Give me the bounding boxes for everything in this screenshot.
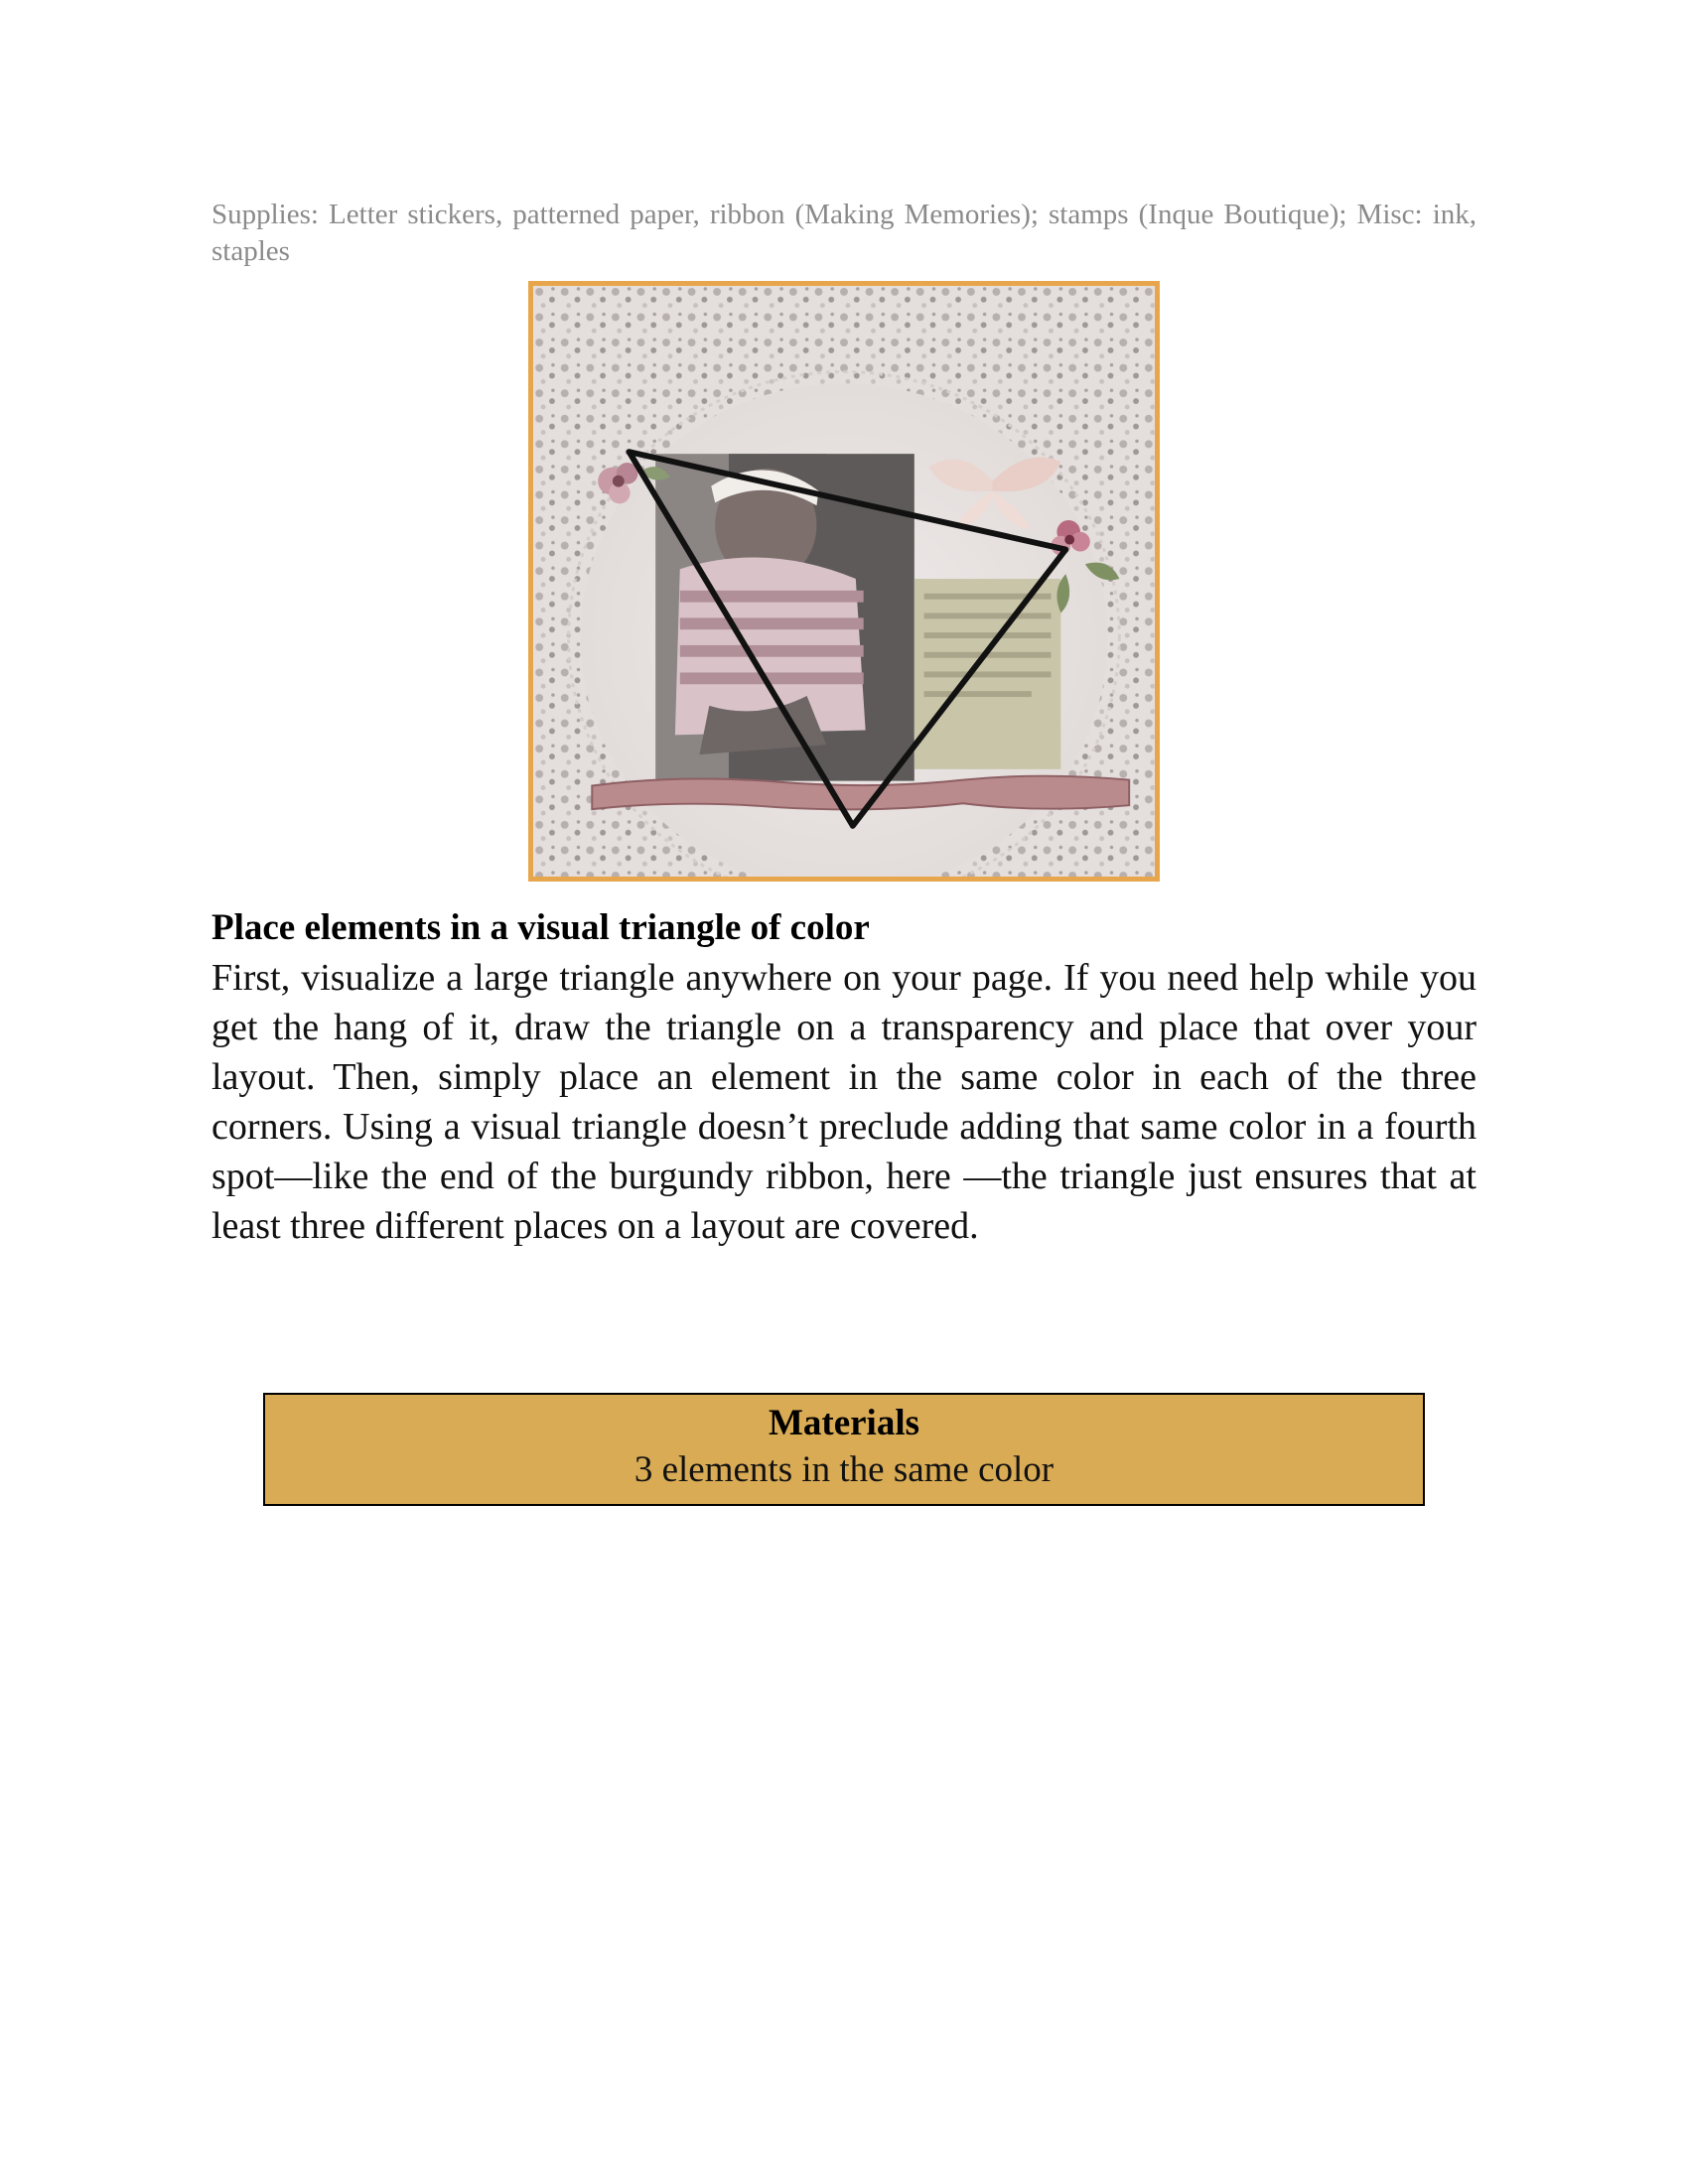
scrapbook-layout-photo <box>528 281 1160 882</box>
section-heading: Place elements in a visual triangle of color <box>211 907 870 948</box>
supplies-caption: Supplies: Letter stickers, patterned paper, ribbon (Making Memories); stamps (Inque Boutique); Misc: ink, staples <box>211 199 1477 267</box>
materials-box <box>263 1393 1425 1506</box>
section-body-text: First, visualize a large triangle anywhere on your page. If you need help while you get the hang of it, draw the triangle on a transparency and place that over your layout. Then, simply place an element in the same color in each of the three corners. Using a visual triangle doesn’t preclude adding that same color in a fourth spot—like the end of the burgundy ribbon, here —the triangle just ensures that at least three different places on a layout are covered. <box>211 957 1477 1247</box>
journaling-block <box>914 579 1061 769</box>
scrapbook-illustration <box>533 286 1155 877</box>
child-photo <box>655 454 914 780</box>
materials-title: Materials <box>768 1403 920 1443</box>
materials-item: 3 elements in the same color <box>633 1449 1055 1490</box>
